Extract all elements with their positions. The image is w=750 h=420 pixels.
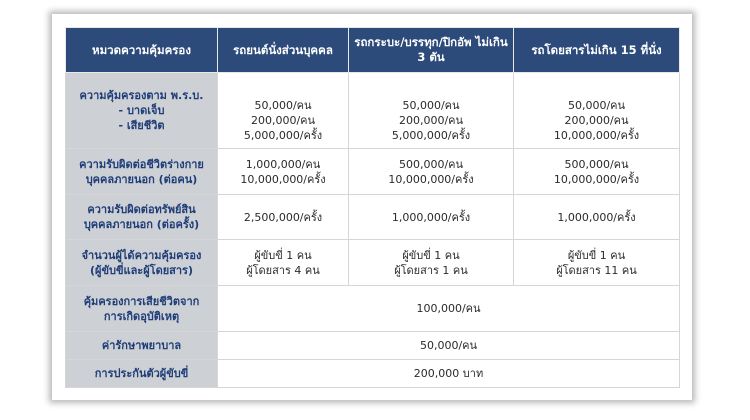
- value-line: ผู้ขับขี่ 1 คน: [402, 248, 460, 262]
- value-cell: [514, 195, 680, 240]
- value-cell: [514, 73, 680, 149]
- value-line: ผู้ขับขี่ 1 คน: [567, 248, 626, 262]
- value-cell: [349, 240, 514, 286]
- value-cell: [218, 240, 349, 286]
- value-line: 200,000/คน: [250, 114, 316, 127]
- header-pickup-truck: รถกระบะ/บรรทุก/ปิกอัพ ไม่เกิน 3 ตัน: [349, 28, 514, 73]
- value-line: 50,000/คน: [402, 99, 460, 112]
- value-line: 500,000/คน: [398, 157, 464, 171]
- value-line: ผู้โดยสาร 11 คน: [556, 263, 637, 277]
- row-label-line: คุ้มครองการเสียชีวิตจาก: [83, 294, 200, 308]
- row-label-line: ความรับผิดต่อทรัพย์สิน: [87, 203, 196, 216]
- coverage-table-wrapper: [65, 27, 679, 387]
- table-row: [66, 240, 680, 286]
- row-label-line: (ผู้ขับขี่และผู้โดยสาร): [89, 263, 193, 277]
- header-private-car: รถยนต์นั่งส่วนบุคคล: [218, 28, 349, 73]
- row-label: [66, 360, 218, 388]
- value-line: 500,000/คน: [564, 157, 629, 171]
- row-label: [66, 240, 218, 286]
- row-label-line: ค่ารักษาพยาบาล: [101, 339, 182, 352]
- row-label: [66, 195, 218, 240]
- row-label-line: บุคคลภายนอก (ต่อคน): [85, 172, 198, 186]
- value-line: 5,000,000/ครั้ง: [391, 129, 471, 142]
- table-row: [66, 332, 680, 360]
- value-cell: [514, 149, 680, 195]
- value-line: 200,000/คน: [398, 114, 464, 127]
- value-line: 50,000/คน: [567, 99, 626, 112]
- row-label-line: บุคคลภายนอก (ต่อครั้ง): [83, 218, 200, 231]
- coverage-table-frame: [52, 14, 692, 400]
- value-line: 10,000,000/ครั้ง: [553, 129, 640, 142]
- value-cell: [514, 240, 680, 286]
- value-line: ผู้โดยสาร 1 คน: [394, 263, 468, 277]
- row-label-line: ความคุ้มครองตาม พ.ร.บ.: [79, 89, 204, 102]
- row-label-line: จำนวนผู้ได้ความคุ้มครอง: [81, 248, 202, 262]
- header-row: [66, 28, 680, 73]
- table-row: [66, 360, 680, 388]
- value-line: 10,000,000/ครั้ง: [388, 172, 474, 186]
- value-line: 5,000,000/ครั้ง: [243, 129, 323, 142]
- merged-value-cell: 200,000 บาท: [218, 360, 680, 388]
- merged-value-cell: 100,000/คน: [218, 286, 680, 332]
- row-label: [66, 73, 218, 149]
- value-line: ผู้ขับขี่ 1 คน: [254, 248, 312, 262]
- row-label: [66, 149, 218, 195]
- row-label-line: - บาดเจ็บ: [118, 104, 165, 117]
- row-label: [66, 332, 218, 360]
- value-line: 200,000/คน: [564, 114, 629, 127]
- row-label-line: การเกิดอุบัติเหตุ: [103, 309, 180, 323]
- header-category: หมวดความคุ้มครอง: [66, 28, 218, 73]
- value-cell: [218, 73, 349, 149]
- value-cell: [218, 195, 349, 240]
- value-line: 10,000,000/ครั้ง: [553, 172, 640, 186]
- value-cell: [349, 149, 514, 195]
- row-label: [66, 286, 218, 332]
- value-line: 2,500,000/ครั้ง: [243, 210, 323, 224]
- table-row: [66, 195, 680, 240]
- table-row: [66, 73, 680, 149]
- value-cell: [349, 73, 514, 149]
- table-row: [66, 149, 680, 195]
- value-cell: [349, 195, 514, 240]
- value-line: ผู้โดยสาร 4 คน: [246, 263, 320, 277]
- value-cell: [218, 149, 349, 195]
- row-label-line: ความรับผิดต่อชีวิตร่างกาย: [79, 157, 204, 171]
- value-line: 1,000,000/ครั้ง: [557, 210, 636, 224]
- value-line: 1,000,000/คน: [245, 157, 321, 171]
- row-label-line: - เสียชีวิต: [118, 119, 165, 132]
- value-line: 50,000/คน: [254, 99, 312, 112]
- header-passenger-van: รถโดยสารไม่เกิน 15 ที่นั่ง: [514, 28, 680, 73]
- row-label-line: การประกันตัวผู้ขับขี่: [94, 367, 189, 380]
- merged-value-cell: 50,000/คน: [218, 332, 680, 360]
- coverage-table: [65, 27, 680, 388]
- table-row: [66, 286, 680, 332]
- value-line: 1,000,000/ครั้ง: [391, 210, 471, 224]
- value-line: 10,000,000/ครั้ง: [240, 172, 326, 186]
